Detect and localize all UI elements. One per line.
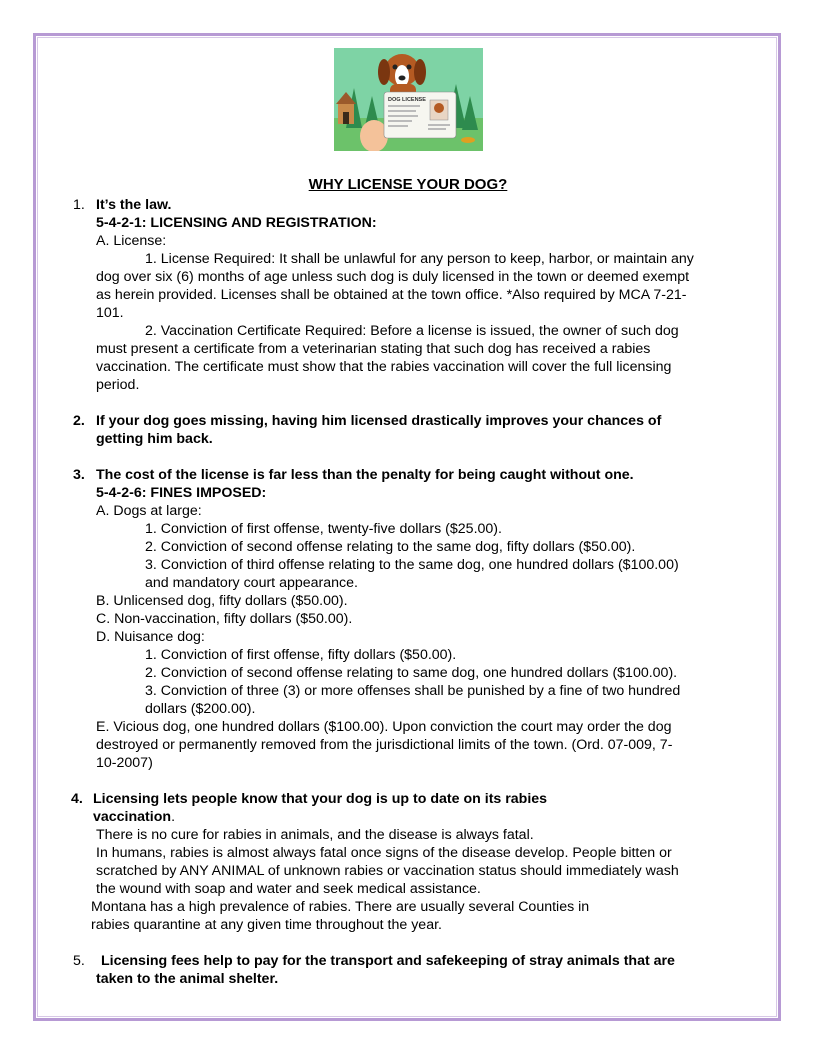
section-4-number: 4. <box>71 791 83 807</box>
fines-item-e-cont: destroyed or permanently removed from the jurisdictional limits of the town. (Ord. 07-009, 7- <box>96 737 673 753</box>
section-3-heading: The cost of the license is far less than the penalty for being caught without one. <box>96 467 634 483</box>
section-1-heading: It’s the law. <box>96 197 172 213</box>
section-1-code: 5-4-2-1: LICENSING AND REGISTRATION: <box>96 215 377 231</box>
section-2-heading-cont: getting him back. <box>96 431 213 447</box>
text-line: 2. Vaccination Certificate Required: Before a license is issued, the owner of such dog <box>145 323 679 339</box>
dog-license-illustration <box>334 48 483 151</box>
section-3-code: 5-4-2-6: FINES IMPOSED: <box>96 485 267 501</box>
text-line: In humans, rabies is almost always fatal once signs of the disease develop. People bitten or <box>96 845 672 861</box>
text-line: 1. License Required: It shall be unlawful for any person to keep, harbor, or maintain any <box>145 251 694 267</box>
fines-item-a2: 2. Conviction of second offense relating to the same dog, fifty dollars ($50.00). <box>145 539 636 555</box>
fines-item-d3-cont: dollars ($200.00). <box>145 701 256 717</box>
fines-item-d3: 3. Conviction of three (3) or more offenses shall be punished by a fine of two hundred <box>145 683 681 699</box>
section-2-number: 2. <box>73 413 85 429</box>
license-subheading: A. License: <box>96 233 167 249</box>
text-line: There is no cure for rabies in animals, and the disease is always fatal. <box>96 827 534 843</box>
fines-item-a: A. Dogs at large: <box>96 503 202 519</box>
fines-item-a3: 3. Conviction of third offense relating to the same dog, one hundred dollars ($100.00) <box>145 557 679 573</box>
fines-item-a1: 1. Conviction of first offense, twenty-five dollars ($25.00). <box>145 521 502 537</box>
section-5-number: 5. <box>73 953 85 969</box>
section-2-heading: If your dog goes missing, having him licensed drastically improves your chances of <box>96 413 662 429</box>
section-5-heading: Licensing fees help to pay for the transport and safekeeping of stray animals that are <box>101 953 675 969</box>
section-3-number: 3. <box>73 467 85 483</box>
license-card-label: DOG LICENSE <box>388 97 426 103</box>
text-line: rabies quarantine at any given time throughout the year. <box>91 917 442 933</box>
fines-item-d: D. Nuisance dog: <box>96 629 205 645</box>
fines-item-b: B. Unlicensed dog, fifty dollars ($50.00). <box>96 593 348 609</box>
section-4-heading: Licensing lets people know that your dog is up to date on its rabies <box>93 791 548 807</box>
text-line: scratched by ANY ANIMAL of unknown rabies or vaccination status should immediately wash <box>96 863 679 879</box>
text-line: must present a certificate from a veterinarian stating that such dog has received a rabies <box>96 341 651 357</box>
section-1-number: 1. <box>73 197 85 213</box>
text-line: the wound with soap and water and seek medical assistance. <box>96 881 481 897</box>
fines-item-c: C. Non-vaccination, fifty dollars ($50.00). <box>96 611 353 627</box>
page-title: WHY LICENSE YOUR DOG? <box>308 176 508 193</box>
fines-item-e: E. Vicious dog, one hundred dollars ($100.00). Upon conviction the court may order the dog <box>96 719 672 735</box>
text-line: Montana has a high prevalence of rabies. There are usually several Counties in <box>91 899 590 915</box>
section-4-heading-cont: vaccination. <box>93 809 176 825</box>
fines-item-d2: 2. Conviction of second offense relating to same dog, one hundred dollars ($100.00). <box>145 665 678 681</box>
text-line: vaccination. The certificate must show that the rabies vaccination will cover the full licensing <box>96 359 672 375</box>
text-line: dog over six (6) months of age unless such dog is duly licensed in the town or deemed exempt <box>96 269 690 285</box>
fines-item-d1: 1. Conviction of first offense, fifty dollars ($50.00). <box>145 647 457 663</box>
fines-item-a3-cont: and mandatory court appearance. <box>145 575 358 591</box>
section-5-heading-cont: taken to the animal shelter. <box>96 971 279 987</box>
text-line: 101. <box>96 305 124 321</box>
fines-item-e-cont: 10-2007) <box>96 755 153 771</box>
text-line: as herein provided. Licenses shall be obtained at the town office. *Also required by MCA 7-21- <box>96 287 687 303</box>
text-line: period. <box>96 377 140 393</box>
